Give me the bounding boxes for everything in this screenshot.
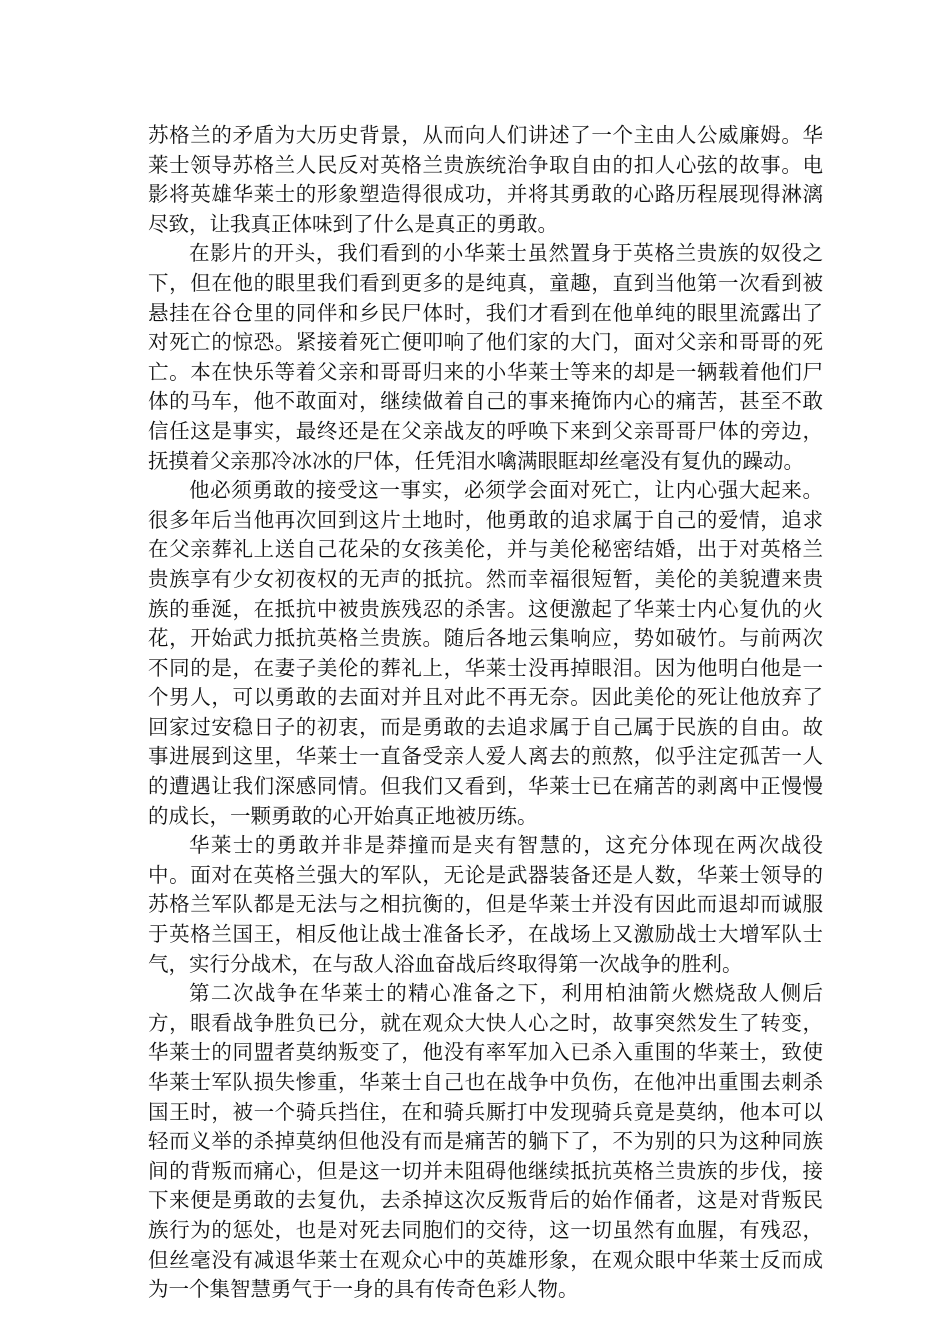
paragraph-3: 他必须勇敢的接受这一事实，必须学会面对死亡，让内心强大起来。很多年后当他再次回到这片土地时，他勇敢的追求属于自己的爱情，追求在父亲葬礼上送自己花朵的女孩美伦，并与美伦秘密结婚，出于对英格兰贵族享有少女初夜权的无声的抵抗。然而幸福很短暂，美伦的美貌遭来贵族的垂涎，在抵抗中被贵族残忍的杀害。这便激起了华莱士内心复仇的火花，开始武力抵抗英格兰贵族。随后各地云集响应，势如破竹。与前两次不同的是，在妻子美伦的葬礼上，华莱士没再掉眼泪。因为他明白他是一个男人，可以勇敢的去面对并且对此不再无奈。因此美伦的死让他放弃了回家过安稳日子的初衷，而是勇敢的去追求属于自己属于民族的自由。故事进展到这里，华莱士一直备受亲人爱人离去的煎熬，似乎注定孤苦一人的遭遇让我们深感同情。但我们又看到，华莱士已在痛苦的剥离中正慢慢的成长，一颗勇敢的心开始真正地被历练。 bbox=[148, 478, 823, 828]
paragraph-4: 华莱士的勇敢并非是莽撞而是夹有智慧的，这充分体现在两次战役中。面对在英格兰强大的军队，无论是武器装备还是人数，华莱士领导的苏格兰军队都是无法与之相抗衡的，但是华莱士并没有因此而退却而诚服于英格兰国王，相反他让战士准备长矛，在战场上又激励战士大增军队士气，实行分战术，在与敌人浴血奋战后终取得第一次战争的胜利。 bbox=[148, 833, 823, 976]
paragraph-5: 第二次战争在华莱士的精心准备之下，利用柏油箭火燃烧敌人侧后方，眼看战争胜负已分，就在观众大快人心之时，故事突然发生了转变，华莱士的同盟者莫纳叛变了，他没有率军加入已杀入重围的华莱士，致使华莱士军队损失惨重，华莱士自己也在战争中负伤，在他冲出重围去刺杀国王时，被一个骑兵挡住，在和骑兵厮打中发现骑兵竟是莫纳，他本可以轻而义举的杀掉莫纳但他没有而是痛苦的躺下了，不为别的只为这种同族间的背叛而痛心，但是这一切并未阻碍他继续抵抗英格兰贵族的步伐，接下来便是勇敢的去复仇，去杀掉这次反叛背后的始作俑者，这是对背叛民族行为的惩处，也是对死去同胞们的交待，这一切虽然有血腥，有残忍，但丝毫没有减退华莱士在观众心中的英雄形象，在观众眼中华莱士反而成为一个集智慧勇气于一身的具有传奇色彩人物。 bbox=[148, 981, 823, 1302]
paragraph-1: 苏格兰的矛盾为大历史背景，从而向人们讲述了一个主由人公威廉姆。华莱士领导苏格兰人民反对英格兰贵族统治争取自由的扣人心弦的故事。电影将英雄华莱士的形象塑造得很成功，并将其勇敢的心路历程展现得淋漓尽致，让我真正体味到了什么是真正的勇敢。 bbox=[148, 123, 823, 236]
document-body bbox=[148, 121, 823, 1305]
paragraph-2: 在影片的开头，我们看到的小华莱士虽然置身于英格兰贵族的奴役之下，但在他的眼里我们看到更多的是纯真，童趣，直到当他第一次看到被悬挂在谷仓里的同伴和乡民尸体时，我们才看到在他单纯的眼里流露出了对死亡的惊恐。紧接着死亡便叩响了他们家的大门，面对父亲和哥哥的死亡。本在快乐等着父亲和哥哥归来的小华莱士等来的却是一辆载着他们尸体的马车，他不敢面对，继续做着自己的事来掩饰内心的痛苦，甚至不敢信任这是事实，最终还是在父亲战友的呼唤下来到父亲哥哥尸体的旁边，抚摸着父亲那冷冰冰的尸体，任凭泪水噙满眼眶却丝毫没有复仇的躁动。 bbox=[148, 241, 823, 473]
